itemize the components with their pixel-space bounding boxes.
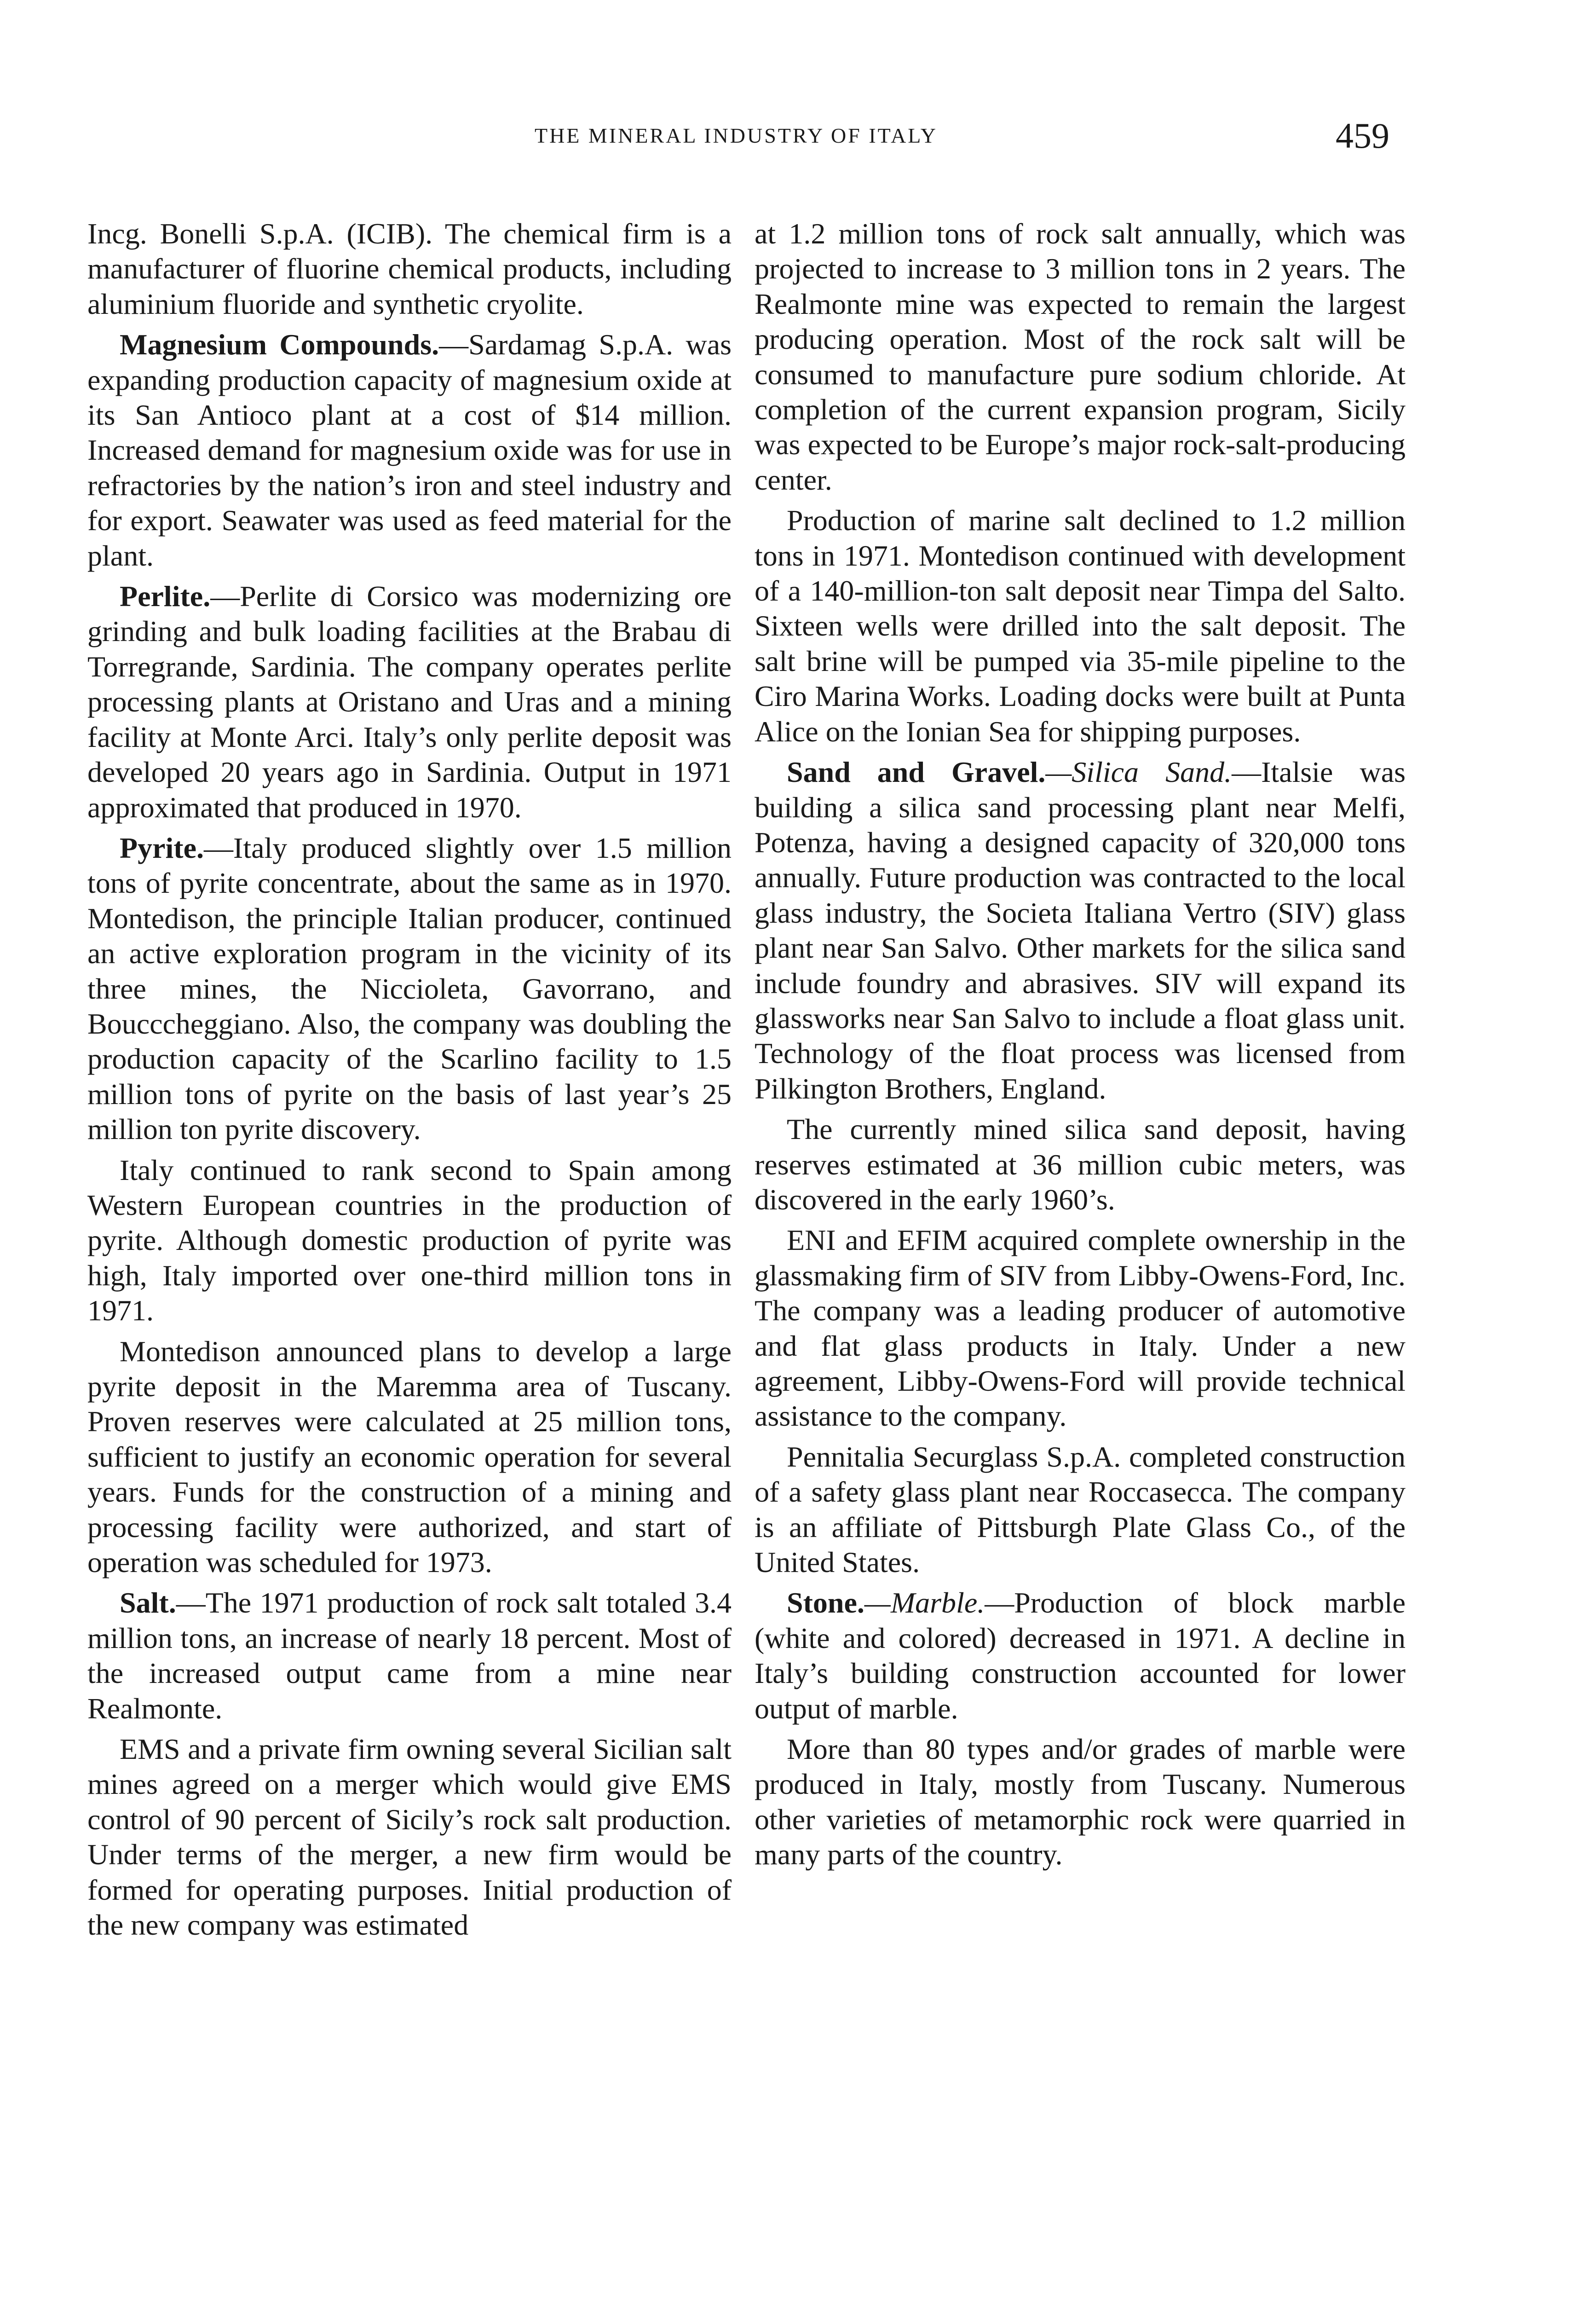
section-heading: Perlite. — [120, 580, 211, 613]
paragraph: Magnesium Compounds.—Sardamag S.p.A. was expanding production capacity of magnesium oxide at its San Antioco plant at a cost of $14 million. Increased demand for magnesium oxide was for use in refractories by the nation’s iron and steel industry and for export. Seawater was used as feed material for the plant. — [87, 328, 732, 572]
paragraph: The currently mined silica sand deposit, having reserves estimated at 36 million cubic meters, was discovered in the early 1960’s. — [755, 1113, 1406, 1216]
subsection-heading: —Marble. — [864, 1586, 985, 1619]
section-heading: Stone. — [787, 1586, 864, 1619]
paragraph: Pyrite.—Italy produced slightly over 1.5 million tons of pyrite concentrate, about the same as in 1970. Montedison, the principle Italian producer, continued an active exploration program in the vicinity of its three mines, the Niccioleta, Gavorrano, and Boucccheggiano. Also, the company was doubling the production capacity of the Scarlino facility to 1.5 million tons of pyrite on the basis of last year’s 25 million ton pyrite discovery. — [87, 831, 732, 1146]
paragraph: More than 80 types and/or grades of marble were produced in Italy, mostly from Tuscany. Numerous other varieties of metamorphic rock were quarried in many parts of the country. — [755, 1733, 1406, 1871]
paragraph: Production of marine salt declined to 1.2 million tons in 1971. Montedison continued with development of a 140-million-ton salt deposit near Timpa del Salto. Sixteen wells were drilled into the salt deposit. The salt brine will be pumped via 35-mile pipeline to the Ciro Marina Works. Loading docks were built at Punta Alice on the Ionian Sea for shipping purposes. — [755, 504, 1406, 748]
section-heading: Magnesium Compounds. — [120, 328, 439, 361]
paragraph: Montedison announced plans to develop a large pyrite deposit in the Maremma area of Tuscany. Proven reserves were calculated at 25 million tons, sufficient to justify an economic operation for several years. Funds for the construction of a mining and processing facility were authorized, and start of operation was scheduled for 1973. — [87, 1335, 732, 1579]
paragraph: ENI and EFIM acquired complete ownership in the glassmaking firm of SIV from Libby-Owens-Ford, Inc. The company was a leading producer of automotive and flat glass products in Italy. Under a new agreement, Libby-Owens-Ford will provide technical assistance to the company. — [755, 1224, 1406, 1433]
running-title: THE MINERAL INDUSTRY OF ITALY — [534, 124, 938, 147]
left-column — [87, 216, 732, 1948]
paragraph: Italy continued to rank second to Spain among Western European countries in the production of pyrite. Although domestic production of pyrite was high, Italy imported over one-third million tons in 1971. — [87, 1153, 732, 1327]
paragraph: Incg. Bonelli S.p.A. (ICIB). The chemical firm is a manufacturer of fluorine chemical products, including aluminium fluoride and synthetic cryolite. — [87, 217, 732, 320]
paragraph: Salt.—The 1971 production of rock salt totaled 3.4 million tons, an increase of nearly 18 percent. Most of the increased output came from a mine near Realmonte. — [87, 1586, 732, 1725]
paragraph: Pennitalia Securglass S.p.A. completed construction of a safety glass plant near Roccasecca. The company is an affiliate of Pittsburgh Plate Glass Co., of the United States. — [755, 1440, 1406, 1579]
paragraph: Sand and Gravel.—Silica Sand.—Italsie was building a silica sand processing plant near Melfi, Potenza, having a designed capacity of 320,000 tons annually. Future production was contracted to the local glass industry, the Societa Italiana Vertro (SIV) glass plant near San Salvo. Other markets for the silica sand include foundry and abrasives. SIV will expand its glassworks near San Salvo to include a float glass unit. Technology of the float process was licensed from Pilkington Brothers, England. — [755, 756, 1406, 1105]
subsection-heading: —Silica Sand. — [1045, 756, 1232, 789]
paragraph: Perlite.—Perlite di Corsico was modernizing ore grinding and bulk loading facilities at the Brabau di Torregrande, Sardinia. The company operates perlite processing plants at Oristano and Uras and a mining facility at Monte Arci. Italy’s only perlite deposit was developed 20 years ago in Sardinia. Output in 1971 approximated that produced in 1970. — [87, 580, 732, 824]
right-column — [755, 216, 1406, 1878]
page-number: 459 — [1336, 116, 1389, 156]
section-heading: Salt. — [120, 1586, 176, 1619]
paragraph: at 1.2 million tons of rock salt annually, which was projected to increase to 3 million tons in 2 years. The Realmonte mine was expected to remain the largest producing operation. Most of the rock salt will be consumed to manufacture pure sodium chloride. At completion of the current expansion program, Sicily was expected to be Europe’s major rock-salt-producing center. — [755, 217, 1406, 496]
section-heading: Sand and Gravel. — [787, 756, 1046, 789]
paragraph: Stone.—Marble.—Production of block marble (white and colored) decreased in 1971. A decline in Italy’s building construction accounted for lower output of marble. — [755, 1586, 1406, 1725]
paragraph: EMS and a private firm owning several Sicilian salt mines agreed on a merger which would give EMS control of 90 percent of Sicily’s rock salt production. Under terms of the merger, a new firm would be formed for operating purposes. Initial production of the new company was estimated — [87, 1733, 732, 1942]
section-heading: Pyrite. — [120, 831, 204, 864]
